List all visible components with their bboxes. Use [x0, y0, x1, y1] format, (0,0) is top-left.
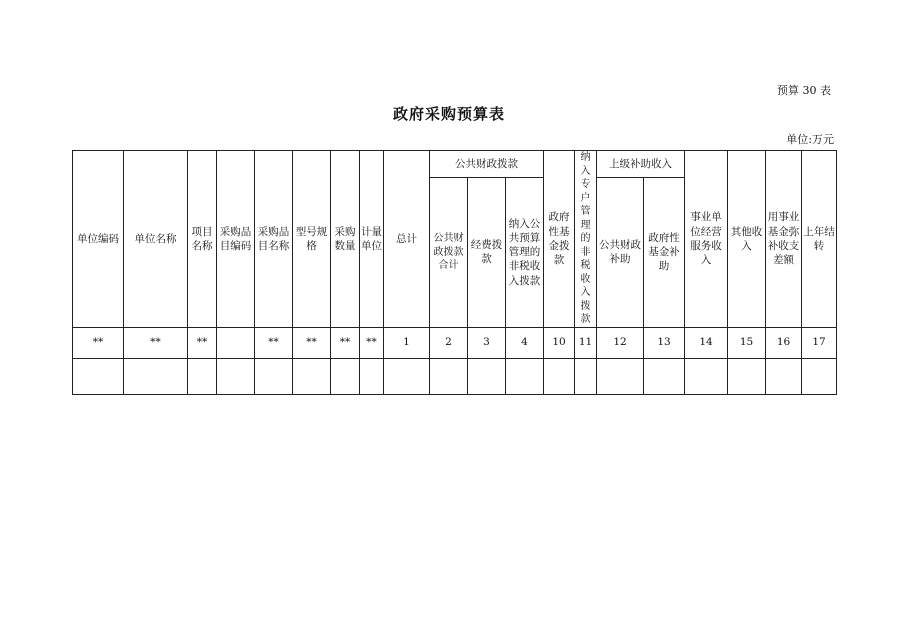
table-cell — [217, 358, 255, 394]
index-cell: 15 — [728, 327, 766, 358]
table-cell — [331, 358, 360, 394]
index-cell: 4 — [506, 327, 544, 358]
col-header-unit-name: 单位名称 — [124, 151, 188, 328]
budget-table — [72, 150, 837, 395]
col-header-carryover: 上年结转 — [802, 151, 837, 328]
index-cell: ** — [188, 327, 217, 358]
index-cell: 3 — [468, 327, 506, 358]
table-cell — [124, 358, 188, 394]
table-cell — [293, 358, 331, 394]
col-header-special-nontax: 纳入专户管理的非税收入拨款 — [575, 151, 597, 328]
index-cell: 12 — [597, 327, 644, 358]
index-cell: 13 — [644, 327, 685, 358]
col-header-quantity: 采购数量 — [331, 151, 360, 328]
col-header-fee-allocation: 经费拨款 — [468, 178, 506, 327]
col-header-model-spec: 型号规格 — [293, 151, 331, 328]
col-header-item-name: 采购品目名称 — [255, 151, 293, 328]
table-cell — [468, 358, 506, 394]
table-cell — [384, 358, 430, 394]
unit-label: 单位:万元 — [786, 133, 834, 146]
index-cell: ** — [331, 327, 360, 358]
index-cell: ** — [124, 327, 188, 358]
table-cell — [255, 358, 293, 394]
table-cell — [597, 358, 644, 394]
table-cell — [188, 358, 217, 394]
col-header-project-name: 项目名称 — [188, 151, 217, 328]
index-cell: 11 — [575, 327, 597, 358]
table-row — [73, 358, 837, 394]
col-header-superior-fund: 政府性基金补助 — [644, 178, 685, 327]
col-header-gov-fund: 政府性基金拨款 — [544, 151, 575, 328]
table-cell — [360, 358, 384, 394]
table-cell — [728, 358, 766, 394]
index-cell: ** — [360, 327, 384, 358]
index-cell: 10 — [544, 327, 575, 358]
index-cell: 1 — [384, 327, 430, 358]
table-row-index — [73, 327, 837, 358]
table-cell — [506, 358, 544, 394]
index-cell: ** — [293, 327, 331, 358]
table-cell — [802, 358, 837, 394]
col-header-nontax-allocation: 纳入公共预算管理的非税收入拨款 — [506, 178, 544, 327]
table-cell — [73, 358, 124, 394]
index-cell — [217, 327, 255, 358]
table-cell — [685, 358, 728, 394]
form-number: 预算 30 表 — [777, 84, 831, 97]
index-cell: 2 — [430, 327, 468, 358]
col-header-item-code: 采购品目编码 — [217, 151, 255, 328]
index-cell: 17 — [802, 327, 837, 358]
col-header-superior-public: 公共财政补助 — [597, 178, 644, 327]
index-cell: 16 — [766, 327, 802, 358]
col-header-public-fiscal-group: 公共财政拨款 — [430, 151, 544, 178]
page-title: 政府采购预算表 — [392, 105, 505, 123]
col-header-public-fiscal-total: 公共财政拨款合计 — [430, 178, 468, 327]
col-header-unit-code: 单位编码 — [73, 151, 124, 328]
col-header-business-income: 事业单位经营服务收入 — [685, 151, 728, 328]
col-header-measure-unit: 计量单位 — [360, 151, 384, 328]
table-cell — [575, 358, 597, 394]
table-cell — [544, 358, 575, 394]
table-cell — [644, 358, 685, 394]
col-header-other-income: 其他收入 — [728, 151, 766, 328]
col-header-reserve-fund: 用事业基金弥补收支差额 — [766, 151, 802, 328]
col-header-total: 总计 — [384, 151, 430, 328]
col-header-superior-group: 上级补助收入 — [597, 151, 685, 178]
index-cell: 14 — [685, 327, 728, 358]
index-cell: ** — [255, 327, 293, 358]
table-cell — [766, 358, 802, 394]
index-cell: ** — [73, 327, 124, 358]
table-cell — [430, 358, 468, 394]
